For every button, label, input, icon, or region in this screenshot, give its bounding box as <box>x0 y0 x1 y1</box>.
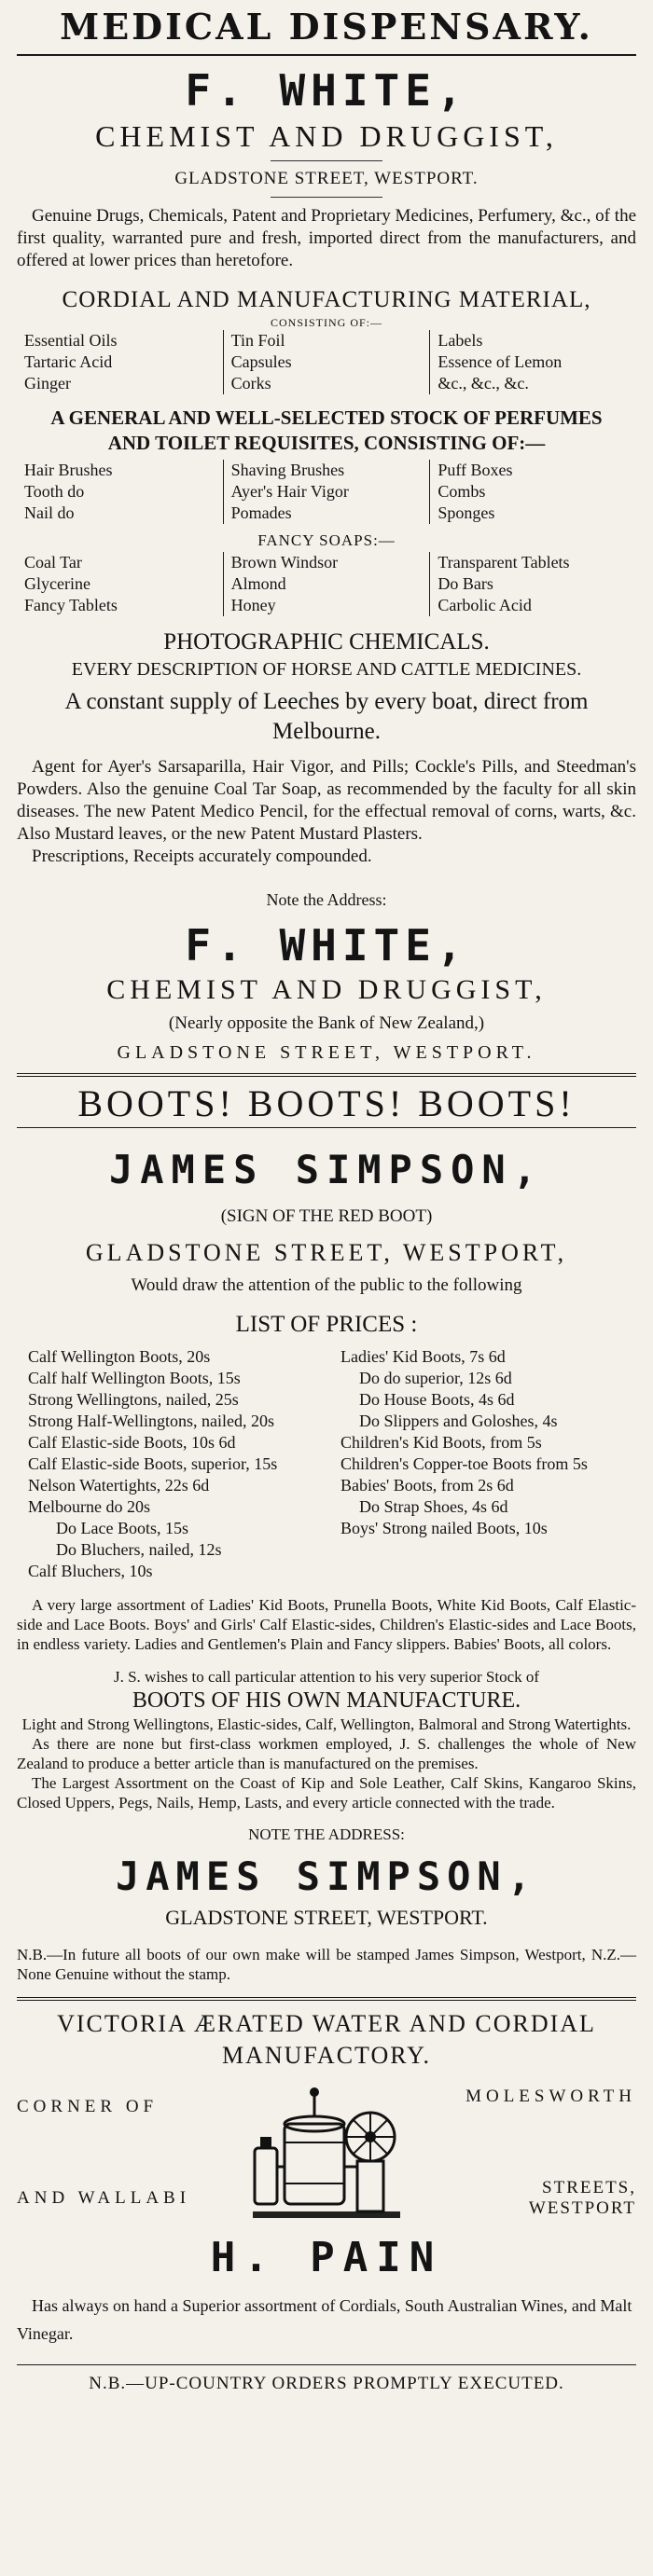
list-column <box>17 330 223 394</box>
list-column <box>223 460 430 524</box>
list-column <box>17 460 223 524</box>
trade-title: CHEMIST AND DRUGGIST, <box>95 119 558 153</box>
price-item: Babies' Boots, from 2s 6d <box>340 1476 514 1495</box>
list-item: Shaving Brushes <box>230 461 345 479</box>
list-item: Sponges <box>438 503 495 522</box>
prices-heading: LIST OF PRICES : <box>235 1312 418 1337</box>
list-item: Carbolic Acid <box>438 596 532 614</box>
address-line-repeat: GLADSTONE STREET, WESTPORT. <box>117 1042 536 1063</box>
wishes-line: J. S. wishes to call particular attention to his very superior Stock of <box>113 1668 540 1686</box>
price-item: Strong Half-Wellingtons, nailed, 20s <box>28 1412 275 1430</box>
dispensary-heading: MEDICAL DISPENSARY. <box>60 6 593 48</box>
list-column <box>429 330 636 394</box>
leeches-notice: A constant supply of Leeches by every boat, direct from Melbourne. <box>64 689 589 744</box>
newspaper-advertisements-page <box>0 6 653 2576</box>
list-column <box>223 330 430 394</box>
cordial-materials-list <box>17 330 636 394</box>
consisting-of-label: CONSISTING OF:— <box>270 316 382 329</box>
list-item: Essence of Lemon <box>438 352 563 371</box>
boot-maker-name: JAMES SIMPSON, <box>108 1147 544 1192</box>
list-item: Tooth do <box>24 482 85 501</box>
list-item: Honey <box>230 596 276 614</box>
leather-paragraph: The Largest Assortment on the Coast of Kip and Sole Leather, Calf Skins, Kangaroo Skins, Closed Uppers, Pegs, Nails, Hemp, Lasts, and every article connected with the trade. <box>17 1774 636 1811</box>
list-item: Labels <box>438 331 483 350</box>
price-item: Do do superior, 12s 6d <box>359 1369 512 1387</box>
location-with-illustration <box>17 2083 636 2223</box>
corner-of-label: CORNER OF <box>17 2097 159 2116</box>
price-list <box>17 1346 636 1582</box>
list-item: Pomades <box>230 503 292 522</box>
streets-westport-label: STREETS, WESTPORT <box>528 2178 636 2218</box>
divider <box>271 160 382 161</box>
divider <box>271 197 382 198</box>
perfume-heading-line: A GENERAL AND WELL-SELECTED STOCK OF PERFUMES <box>50 406 603 429</box>
price-item: Children's Copper-toe Boots from 5s <box>340 1454 588 1473</box>
price-item: Calf half Wellington Boots, 15s <box>28 1369 241 1387</box>
list-column <box>223 552 430 616</box>
perfume-heading <box>17 406 636 456</box>
list-item: Brown Windsor <box>230 553 339 572</box>
soda-machine-illustration <box>247 2083 406 2223</box>
prescriptions-line: Prescriptions, Receipts accurately compounded. <box>32 847 372 866</box>
stamp-note: N.B.—In future all boots of our own make will be stamped James Simpson, Westport, N.Z.—None Genuine without the stamp. <box>17 1946 636 1983</box>
list-item: Hair Brushes <box>24 461 113 479</box>
molesworth-label: MOLESWORTH <box>465 2087 636 2106</box>
boots-heading: BOOTS! BOOTS! BOOTS! <box>77 1082 576 1124</box>
has-always-paragraph: Has always on hand a Superior assortment of Cordials, South Australian Wines, and Malt Vinegar. <box>17 2296 632 2343</box>
perfume-heading-line: AND TOILET REQUISITES, CONSISTING OF:— <box>107 432 546 454</box>
challenge-paragraph: As there are none but first-class workmen employed, J. S. challenges the whole of New Zealand to produce a better article than is manufactured on the premises. <box>17 1735 636 1772</box>
agent-paragraph: Agent for Ayer's Sarsaparilla, Hair Vigor, and Pills; Cockle's Pills, and Steedman's Powders. Also the genuine Coal Tar Soap, as recommended by the faculty for all skin diseases. The new Patent Medico Pencil, for the effectual removal of corns, warts, &c. Also Mustard leaves, or the new Patent Mustard Plasters. <box>17 757 636 844</box>
list-item: Ginger <box>24 374 71 393</box>
list-item: Tartaric Acid <box>24 352 113 371</box>
price-item: Calf Bluchers, 10s <box>28 1562 153 1580</box>
note-address-label: Note the Address: <box>266 890 387 909</box>
price-item: Nelson Watertights, 22s 6d <box>28 1476 210 1495</box>
price-item: Strong Wellingtons, nailed, 25s <box>28 1390 239 1409</box>
price-item: Melbourne do 20s <box>28 1497 150 1516</box>
aerated-water-advertisement <box>17 2008 636 2397</box>
aerated-heading-2: MANUFACTORY. <box>221 2042 432 2069</box>
own-manufacture-detail: Light and Strong Wellingtons, Elastic-sides, Calf, Wellington, Balmoral and Strong Watertights. <box>21 1715 632 1733</box>
price-item: Do Lace Boots, 15s <box>56 1519 188 1537</box>
divider <box>17 1127 636 1128</box>
list-item: Glycerine <box>24 574 90 593</box>
and-wallabi-label: AND WALLABI <box>17 2188 191 2208</box>
note-address-label: NOTE THE ADDRESS: <box>248 1825 405 1843</box>
list-item: &c., &c., &c. <box>438 374 529 393</box>
assortment-paragraph: A very large assortment of Ladies' Kid Boots, Prunella Boots, White Kid Boots, Calf Elastic-side and Lace Boots. Boys' and Girls' Calf Elastic-sides, Children's Elastic-sides and Lace Boots, in endless variety. Ladies and Gentlemen's Plain and Fancy slippers. Babies' Boots, all colors. <box>17 1596 636 1653</box>
section-divider <box>17 1997 636 2001</box>
fancy-soaps-label: FANCY SOAPS:— <box>257 531 396 549</box>
list-item: Coal Tar <box>24 553 82 572</box>
fancy-soaps-list <box>17 552 636 616</box>
list-column <box>429 552 636 616</box>
divider <box>17 2364 636 2365</box>
list-item: Tin Foil <box>230 331 285 350</box>
price-item: Calf Wellington Boots, 20s <box>28 1347 211 1366</box>
price-item: Ladies' Kid Boots, 7s 6d <box>340 1347 506 1366</box>
list-item: Transparent Tablets <box>438 553 570 572</box>
toilet-requisites-list <box>17 460 636 524</box>
location-left <box>17 2097 222 2209</box>
boot-maker-name-repeat: JAMES SIMPSON, <box>115 1853 537 1899</box>
horse-cattle-heading: EVERY DESCRIPTION OF HORSE AND CATTLE MEDICINES. <box>71 659 582 680</box>
proprietor-name-repeat: F. WHITE, <box>185 920 468 971</box>
list-item: Almond <box>230 574 286 593</box>
price-item: Boys' Strong nailed Boots, 10s <box>340 1519 548 1537</box>
list-column <box>17 552 223 616</box>
boots-address: GLADSTONE STREET, WESTPORT, <box>85 1239 568 1266</box>
price-item: Do Bluchers, nailed, 12s <box>56 1540 222 1559</box>
price-column-ladies-children <box>324 1346 636 1582</box>
proprietor-name: F. WHITE, <box>185 65 468 116</box>
price-item: Children's Kid Boots, from 5s <box>340 1433 542 1452</box>
boots-advertisement <box>17 1081 636 1984</box>
own-manufacture-heading: BOOTS OF HIS OWN MANUFACTURE. <box>132 1688 521 1713</box>
manufacturer-name: H. PAIN <box>210 2234 443 2281</box>
price-item: Do Strap Shoes, 4s 6d <box>359 1497 508 1516</box>
list-item: Capsules <box>230 352 292 371</box>
price-column-men <box>28 1346 324 1582</box>
list-item: Essential Oils <box>24 331 118 350</box>
cordial-heading: CORDIAL AND MANUFACTURING MATERIAL, <box>62 287 591 312</box>
price-item: Calf Elastic-side Boots, superior, 15s <box>28 1454 278 1473</box>
sign-of-red-boot: (SIGN OF THE RED BOOT) <box>220 1206 433 1226</box>
intro-paragraph: Genuine Drugs, Chemicals, Patent and Proprietary Medicines, Perfumery, &c., of the first quality, warranted pure and fresh, imported direct from the manufacturers, and offered at lower prices than heretofore. <box>17 206 636 270</box>
location-right <box>431 2087 636 2219</box>
price-item: Calf Elastic-side Boots, 10s 6d <box>28 1433 236 1452</box>
list-column <box>429 460 636 524</box>
list-item: Fancy Tablets <box>24 596 118 614</box>
list-item: Combs <box>438 482 486 501</box>
aerated-heading: VICTORIA ÆRATED WATER AND CORDIAL <box>57 2010 596 2037</box>
price-item: Do Slippers and Goloshes, 4s <box>359 1412 558 1430</box>
address-line: GLADSTONE STREET, WESTPORT. <box>174 169 479 188</box>
divider <box>17 54 636 56</box>
up-country-orders-note: N.B.—UP-COUNTRY ORDERS PROMPTLY EXECUTED. <box>89 2374 564 2393</box>
dispensary-advertisement <box>17 6 636 1066</box>
trade-title-repeat: CHEMIST AND DRUGGIST, <box>106 974 547 1005</box>
list-item: Do Bars <box>438 574 493 593</box>
list-item: Ayer's Hair Vigor <box>230 482 349 501</box>
photographic-heading: PHOTOGRAPHIC CHEMICALS. <box>163 629 490 654</box>
list-item: Puff Boxes <box>438 461 513 479</box>
attention-line: Would draw the attention of the public to the following <box>131 1275 522 1295</box>
section-divider <box>17 1073 636 1077</box>
boots-address-repeat: GLADSTONE STREET, WESTPORT. <box>165 1906 488 1929</box>
opposite-bank-note: (Nearly opposite the Bank of New Zealand,) <box>168 1013 485 1033</box>
list-item: Corks <box>230 374 271 393</box>
price-item: Do House Boots, 4s 6d <box>359 1390 515 1409</box>
list-item: Nail do <box>24 503 75 522</box>
